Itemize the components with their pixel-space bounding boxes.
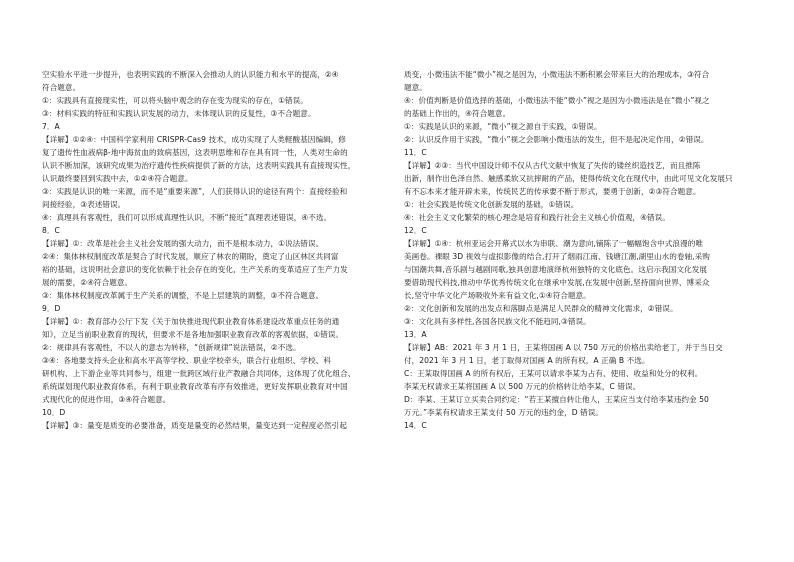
text-line: 研机构、上下游企业等共同参与，组建一批跨区域行业产教融合共同体，这体现了优化组合、 — [42, 369, 356, 378]
text-line: 认识不断加深，该研究成果为治疗遗传性疾病提供了新的方法，这表明实践具有直接现实性， — [42, 161, 356, 170]
text-line: 知》，立足当前职业教育的现状，但要求不是各地加强职业教育改革的客观依据，①错误。 — [42, 330, 344, 339]
text-line: ③：集体林权制度改革属于生产关系的调整，不是上层建筑的调整，③不符合题意。 — [42, 291, 324, 300]
text-line: 13．A — [404, 330, 427, 339]
text-line: ③：材料实践的特征和实践认识发展的动力，未体现认识的反复性，③不合题意。 — [42, 109, 316, 118]
text-line: ③：文化具有多样性,各国各民族文化不能趋同,③错误。 — [404, 317, 591, 326]
text-line: 空实验水平进一步提升，也表明实践的不断深入会推动人的认识能力和水平的提高，②④ — [42, 70, 339, 79]
text-line: ③：实践是认识的唯一来源，而不是“重要来源”，人们获得认识的途径有两个：直接经验和 — [42, 187, 348, 196]
text-line: 14．C — [404, 421, 427, 430]
text-line: ④：价值判断是价值选择的基础，小微违法不能“微小”视之是因为小微违法是在“微小”视之 — [404, 96, 710, 105]
text-line: 10．D — [42, 408, 66, 417]
text-line: 间接经验，③表述错误。 — [42, 200, 126, 209]
text-line: ③④：各地要支持头企业和高水平高等学校、职业学校牵头，联合行业组织、学校、科 — [42, 356, 331, 365]
right-column — [404, 68, 752, 432]
text-line: 9．D — [42, 304, 61, 313]
text-line: 题意。 — [404, 83, 427, 92]
text-line: 复了遗传性血液病β-地中海贫血的致病基因，这表明思维和存在具有同一性，人类对生命的 — [42, 148, 348, 157]
text-line: 7．A — [42, 122, 60, 131]
text-line: 【详解】①：教育部办公厅下发《关于加快推进现代职业教育体系建设改革重点任务的通 — [42, 317, 340, 326]
text-line: ②④：集体林权制度改革是契合了时代发展，顺应了林农的期盼，奠定了山区林区共同富 — [42, 252, 339, 261]
text-line: ②：认识反作用于实践，“微小”视之会影响小微违法的发生，但不是起决定作用，②错误。 — [404, 135, 709, 144]
text-line: 认识最终要回到实践中去，①②④符合题意。 — [42, 174, 193, 183]
text-line: 付，2021 年 3 月 1 日，老丁取得对国画 A 的所有权，A 正确 B 不选。 — [404, 356, 650, 365]
text-line: 【详解】①：改革是社会主义社会发展的强大动力，而不是根本动力，①说法错误。 — [42, 239, 324, 248]
text-line: 系统谋划现代职业教育体系，有利于职业教育改革有序有效推进，更好发挥职业教育对中国 — [42, 382, 348, 391]
text-line: 【详解】②③：当代中国设计师不仅从古代文献中恢复了失传的镂丝织造技艺，而且推陈 — [404, 161, 701, 170]
text-line: ②：文化创新和发展的出发点和落脚点是满足人民群众的精神文化需求，②错误。 — [404, 304, 678, 313]
text-line: ①：实践是认识的来源，“微小”视之源自于实践，①错误。 — [404, 122, 602, 131]
text-line: 符合题意。 — [42, 83, 81, 92]
text-line: 万元。”李某有权请求王某支付 50 万元的违约金，D 错误。 — [404, 408, 604, 417]
text-line: ①：社会实践是传统文化创新发展的基础，①错误。 — [404, 200, 579, 209]
text-line: D：李某、王某订立买卖合同约定：“若王某擅自转让他人，王某应当支付给李某违约金 50 — [404, 395, 709, 404]
text-line: ④：社会主义文化繁荣的核心理念是培育和践行社会主义核心价值观，④错误。 — [404, 213, 670, 222]
left-column — [42, 68, 390, 432]
text-line: 【详解】AB：2021 年 3 月 1 日，王某将国画 A 以 750 万元的价格出卖给老丁，并于当日交 — [404, 343, 723, 352]
text-line: 质变，小微违法不能“微小”视之是因为，小微违法不断积累会带来巨大的治理成本，③符合 — [404, 70, 710, 79]
text-line: ①：实践具有直接现实性，可以将头脑中观念的存在变为现实的存在，①错误。 — [42, 96, 308, 105]
text-line: ②：规律具有客观性，不以人的意志为转移，“创新规律”说法错误，②不选。 — [42, 343, 301, 352]
text-line: 要借助现代科技,推动中华优秀传统文化在继承中发展,在发展中创新,坚持面向世界、博采众 — [404, 278, 710, 287]
text-line: 与国潮共舞,音乐剧与越剧同歌,独具创意地演绎杭州独特的文化底色。这启示我国文化发展 — [404, 265, 708, 274]
text-line: 【详解】①②④：中国科学家利用 CRISPR-Cas9 技术，成功实现了人类軽酸基因编辑，修 — [42, 135, 347, 144]
text-line: 裕的基础，这说明社会意识的变化依赖于社会存在的变化，生产关系的变革适应了生产力发 — [42, 265, 348, 274]
text-line: C：王某取得国画 A 的所有权后，王某可以请求李某为占有、使用、收益和处分的权利。 — [404, 369, 703, 378]
text-line: ④：真理具有客观性，我们可以形成真理性认识，不断“接近”真理表述错误，④不选。 — [42, 213, 332, 222]
text-line: 展的需要，②④符合题意。 — [42, 278, 133, 287]
text-line: 有不忘本来才能开辟未来，传统民艺的传承要不断于形式，要勇于创新，②③符合题意。 — [404, 187, 701, 196]
text-line: 长,坚守中华文化产场吸收外来有益文化,①④符合题意。 — [404, 291, 591, 300]
text-line: 12．C — [404, 226, 427, 235]
text-line: 式现代化的促进作用，③④符合题意。 — [42, 395, 171, 404]
text-line: 【详解】①④：杭州亚运会开幕式以水为串联、潮为意向,铺陈了一幅幅饱含中式浪漫的唯 — [404, 239, 703, 248]
text-line: 出新，制作出色泽自然、触感柔软又抗摔耐的产品，使得传统文化在现代中，由此可见文化发展只 — [404, 174, 733, 183]
text-line: 美画卷。裸眼 3D 视效与虚拟影像的结合,打开了烟雨江南、钱塘江潮,湖里山水的卷轴,采购 — [404, 252, 710, 261]
text-line: 【详解】③：量变是质变的必要准备，质变是量变的必然结果，量变达到一定程度必然引起 — [42, 421, 347, 430]
text-line: 的基础上作出的，④符合题意。 — [404, 109, 511, 118]
text-line: 8．C — [42, 226, 60, 235]
text-line: 11．C — [404, 148, 427, 157]
text-line: 李某无权请求王某将国画 A 以 500 万元的价格转让给李某，C 错误。 — [404, 382, 641, 391]
